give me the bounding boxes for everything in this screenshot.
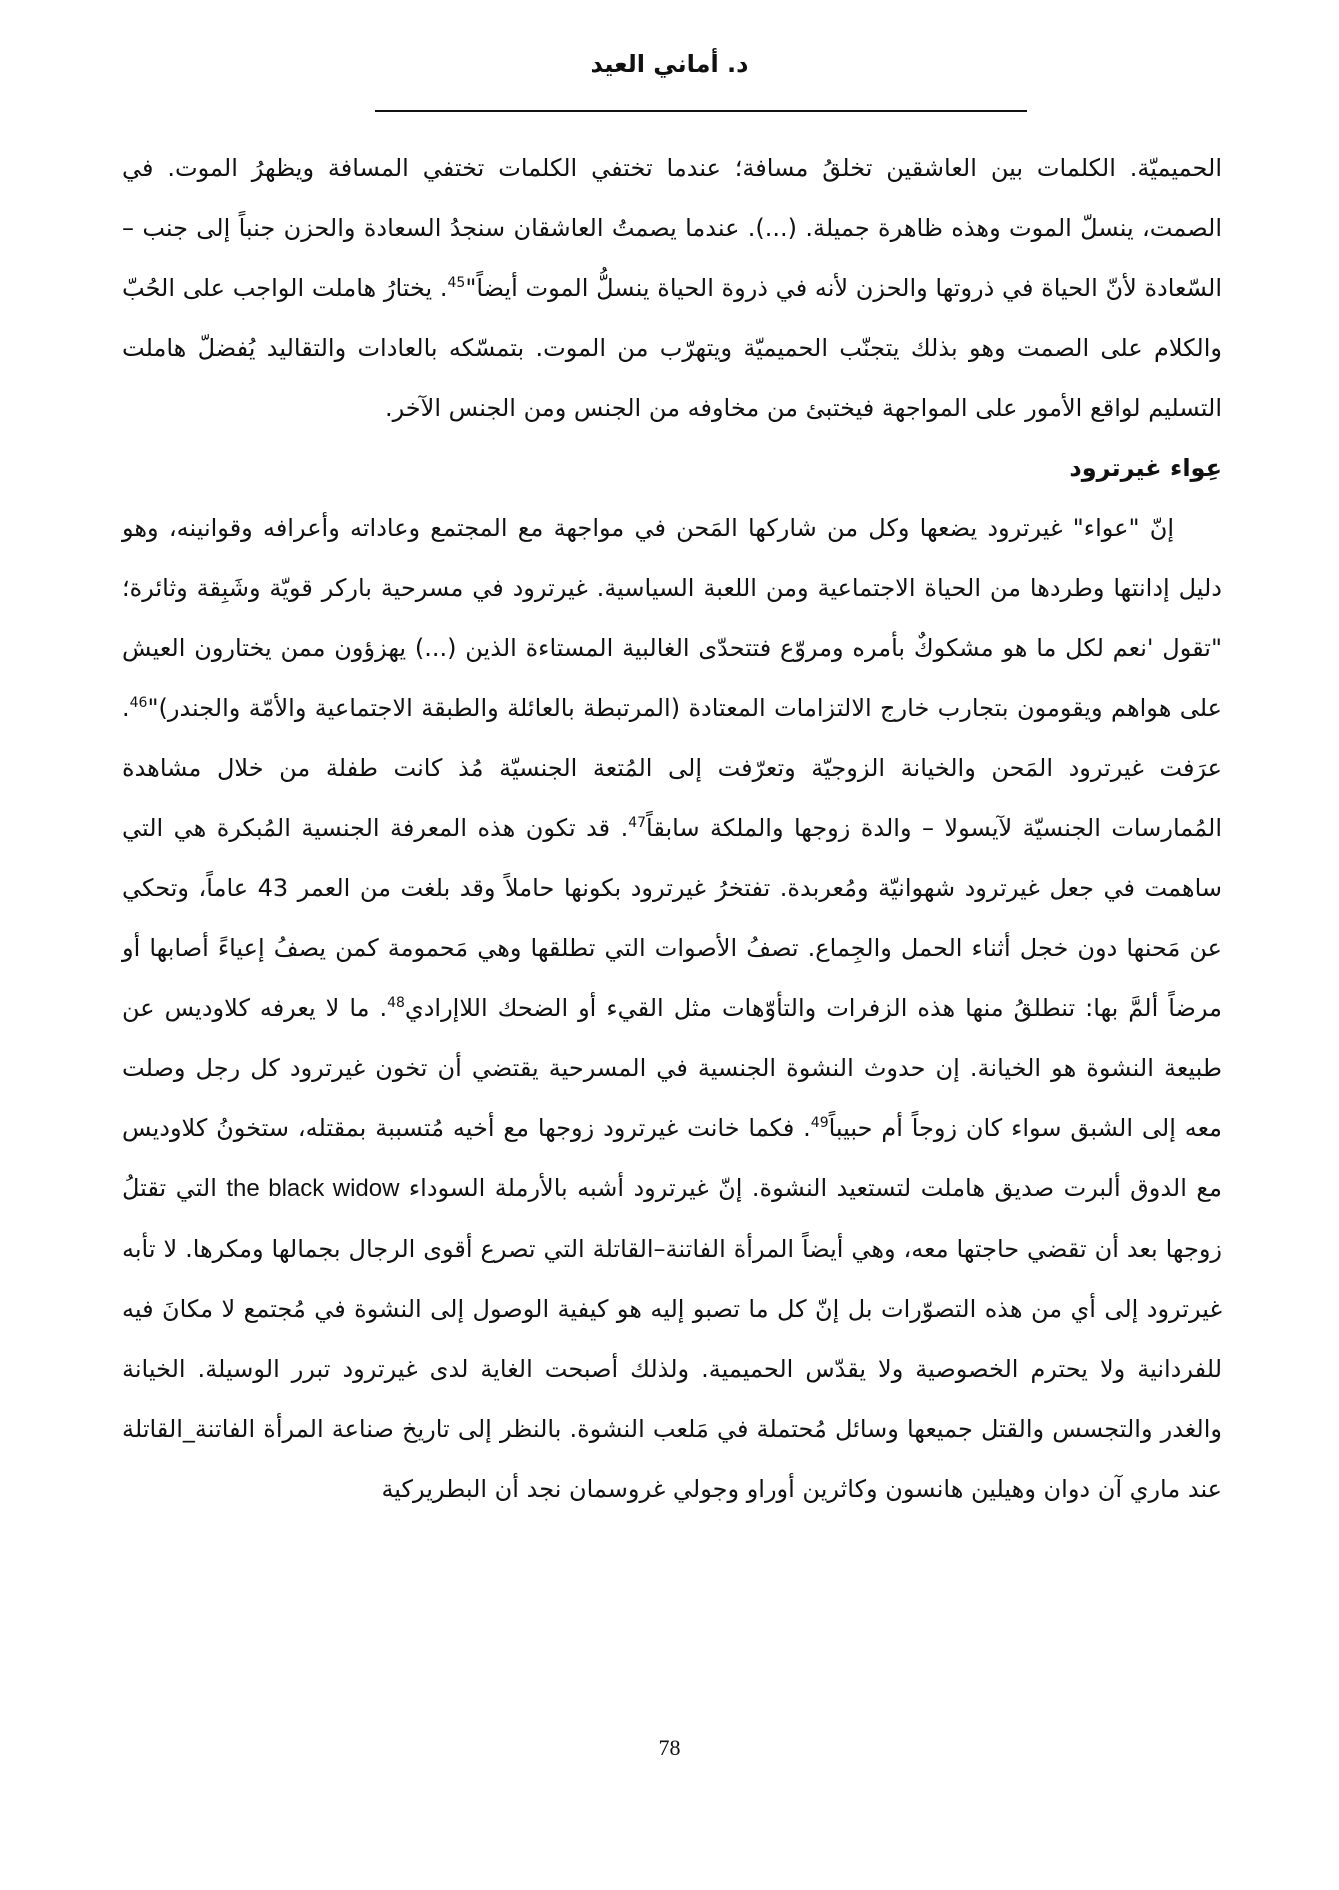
section-heading: عِواء غيرترود [1069,454,1222,482]
footnote-ref-49: 49 [810,1115,829,1131]
header-divider [375,110,1027,112]
paragraph-2-text-c: . قد تكون هذه المعرفة الجنسية المُبكرة هي التي ساهمت في جعل غيرترود شهوانيّة ومُعربدة. تفتخرُ غيرترود بكونها حاملاً وقد بلغت من العمر 43 عاماً، وتحكي عن مَحنها دون خجل أثناء الحمل والجِماع. تصفُ الأصوات التي تطلقها وهي مَحمومة كمن يصفُ إعياءً أصابها أو مرضاً ألمَّ بها: تنطلقُ منها هذه الزفرات والتأوّهات مثل القيء أو الضحك اللاإرادي [122,814,1222,1022]
footnote-ref-48: 48 [387,995,405,1011]
footnote-ref-47: 47 [628,815,647,831]
footnote-ref-45: 45 [447,275,466,291]
paragraph-2-text-d: . ما لا يعرفه كلاوديس عن طبيعة النشوة هو الخيانة. إن حدوث النشوة الجنسية في المسرحية يقتضي أن تخون غيرترود كل رجل وصلت معه إلى الشبق سواء كان زوجاً أم حبيباً [122,994,1223,1142]
paragraph-2-text-e: . فكما خانت غيرترود زوجها مع أخيه مُتسببة بمقتله، ستخونُ كلاوديس مع الدوق ألبرت صديق هاملت لتستعيد النشوة. إنّ غيرترود أشبه بالأرملة السوداء [122,1114,1222,1202]
paragraph-2-text-b: . عرَفت غيرترود المَحن والخيانة الزوجيّة وتعرّفت إلى المُتعة الجنسيّة مُذ كانت طفلة من خلال مشاهدة المُمارسات الجنسيّة لآيسولا – والدة زوجها والملكة سابقاً [122,694,1222,842]
paragraph-1-text-continued: . يختارُ هاملت الواجب على الحُبّ والكلام على الصمت وهو بذلك يتجنّب الحميميّة ويتهرّب من الموت. بتمسّكه بالعادات والتقاليد يُفضلّ هاملت التسليم لواقع الأمور على المواجهة فيختبئ من مخاوفه من الجنس ومن الجنس الآخر. [122,274,1222,422]
paragraph-2-text-a: إنّ "عواء" غيرترود يضعها وكل من شاركها المَحن في مواجهة مع المجتمع وعاداته وأعرافه وقوانينه، وهو دليل إدانتها وطردها من الحياة الاجتماعية ومن اللعبة السياسية. غيرترود في مسرحية باركر قويّة وشَبِقة وثائرة؛ "تقول 'نعم لكل ما هو مشكوكٌ بأمره ومروّع فتتحدّى الغالبية المستاءة الذين (...) يهزؤون ممن يختارون العيش على هواهم ويقومون بتجارب خارج الالتزامات المعتادة (المرتبطة بالعائلة والطبقة الاجتماعية والأمّة والجندر)" [122,514,1222,722]
paragraph-1-text: الحميميّة. الكلمات بين العاشقين تخلقُ مسافة؛ عندما تختفي الكلمات تختفي المسافة ويظهرُ الموت. في الصمت، ينسلّ الموت وهذه ظاهرة جميلة. (...). عندما يصمتُ العاشقان سنجدُ السعادة والحزن جنباً إلى جنب – السّعادة لأنّ الحياة في ذروتها والحزن لأنه في ذروة الحياة ينسلُّ الموت أيضاً" [122,154,1223,302]
latin-term: the black widow [226,1175,400,1202]
footnote-ref-46: 46 [129,695,148,711]
author-name: د. أماني العيد [590,50,749,78]
paragraph-1 [122,138,1222,438]
paragraph-2-text-f: التي تقتلُ زوجها بعد أن تقضي حاجتها معه، وهي أيضاً المرأة الفاتنة–القاتلة التي تصرع أقوى الرجال بجمالها ومكرها. لا تأبه غيرترود إلى أي من هذه التصوّرات بل إنّ كل ما تصبو إليه هو كيفية الوصول إلى النشوة في مُجتمع لا مكانَ فيه للفردانية ولا يحترم الخصوصية ولا يقدّس الحميمية. ولذلك أصبحت الغاية لدى غيرترود تبرر الوسيلة. الخيانة والغدر والتجسس والقتل جميعها وسائل مُحتملة في مَلعب النشوة. بالنظر إلى تاريخ صناعة المرأة الفاتنة_القاتلة عند ماري آن دوان وهيلين هانسون وكاثرين أوراو وجولي غروسمان نجد أن البطريركية [122,1174,1222,1503]
body-text [122,138,1222,1519]
paragraph-2 [122,498,1222,1519]
running-header [0,50,1339,78]
page-number: 78 [658,1735,681,1760]
